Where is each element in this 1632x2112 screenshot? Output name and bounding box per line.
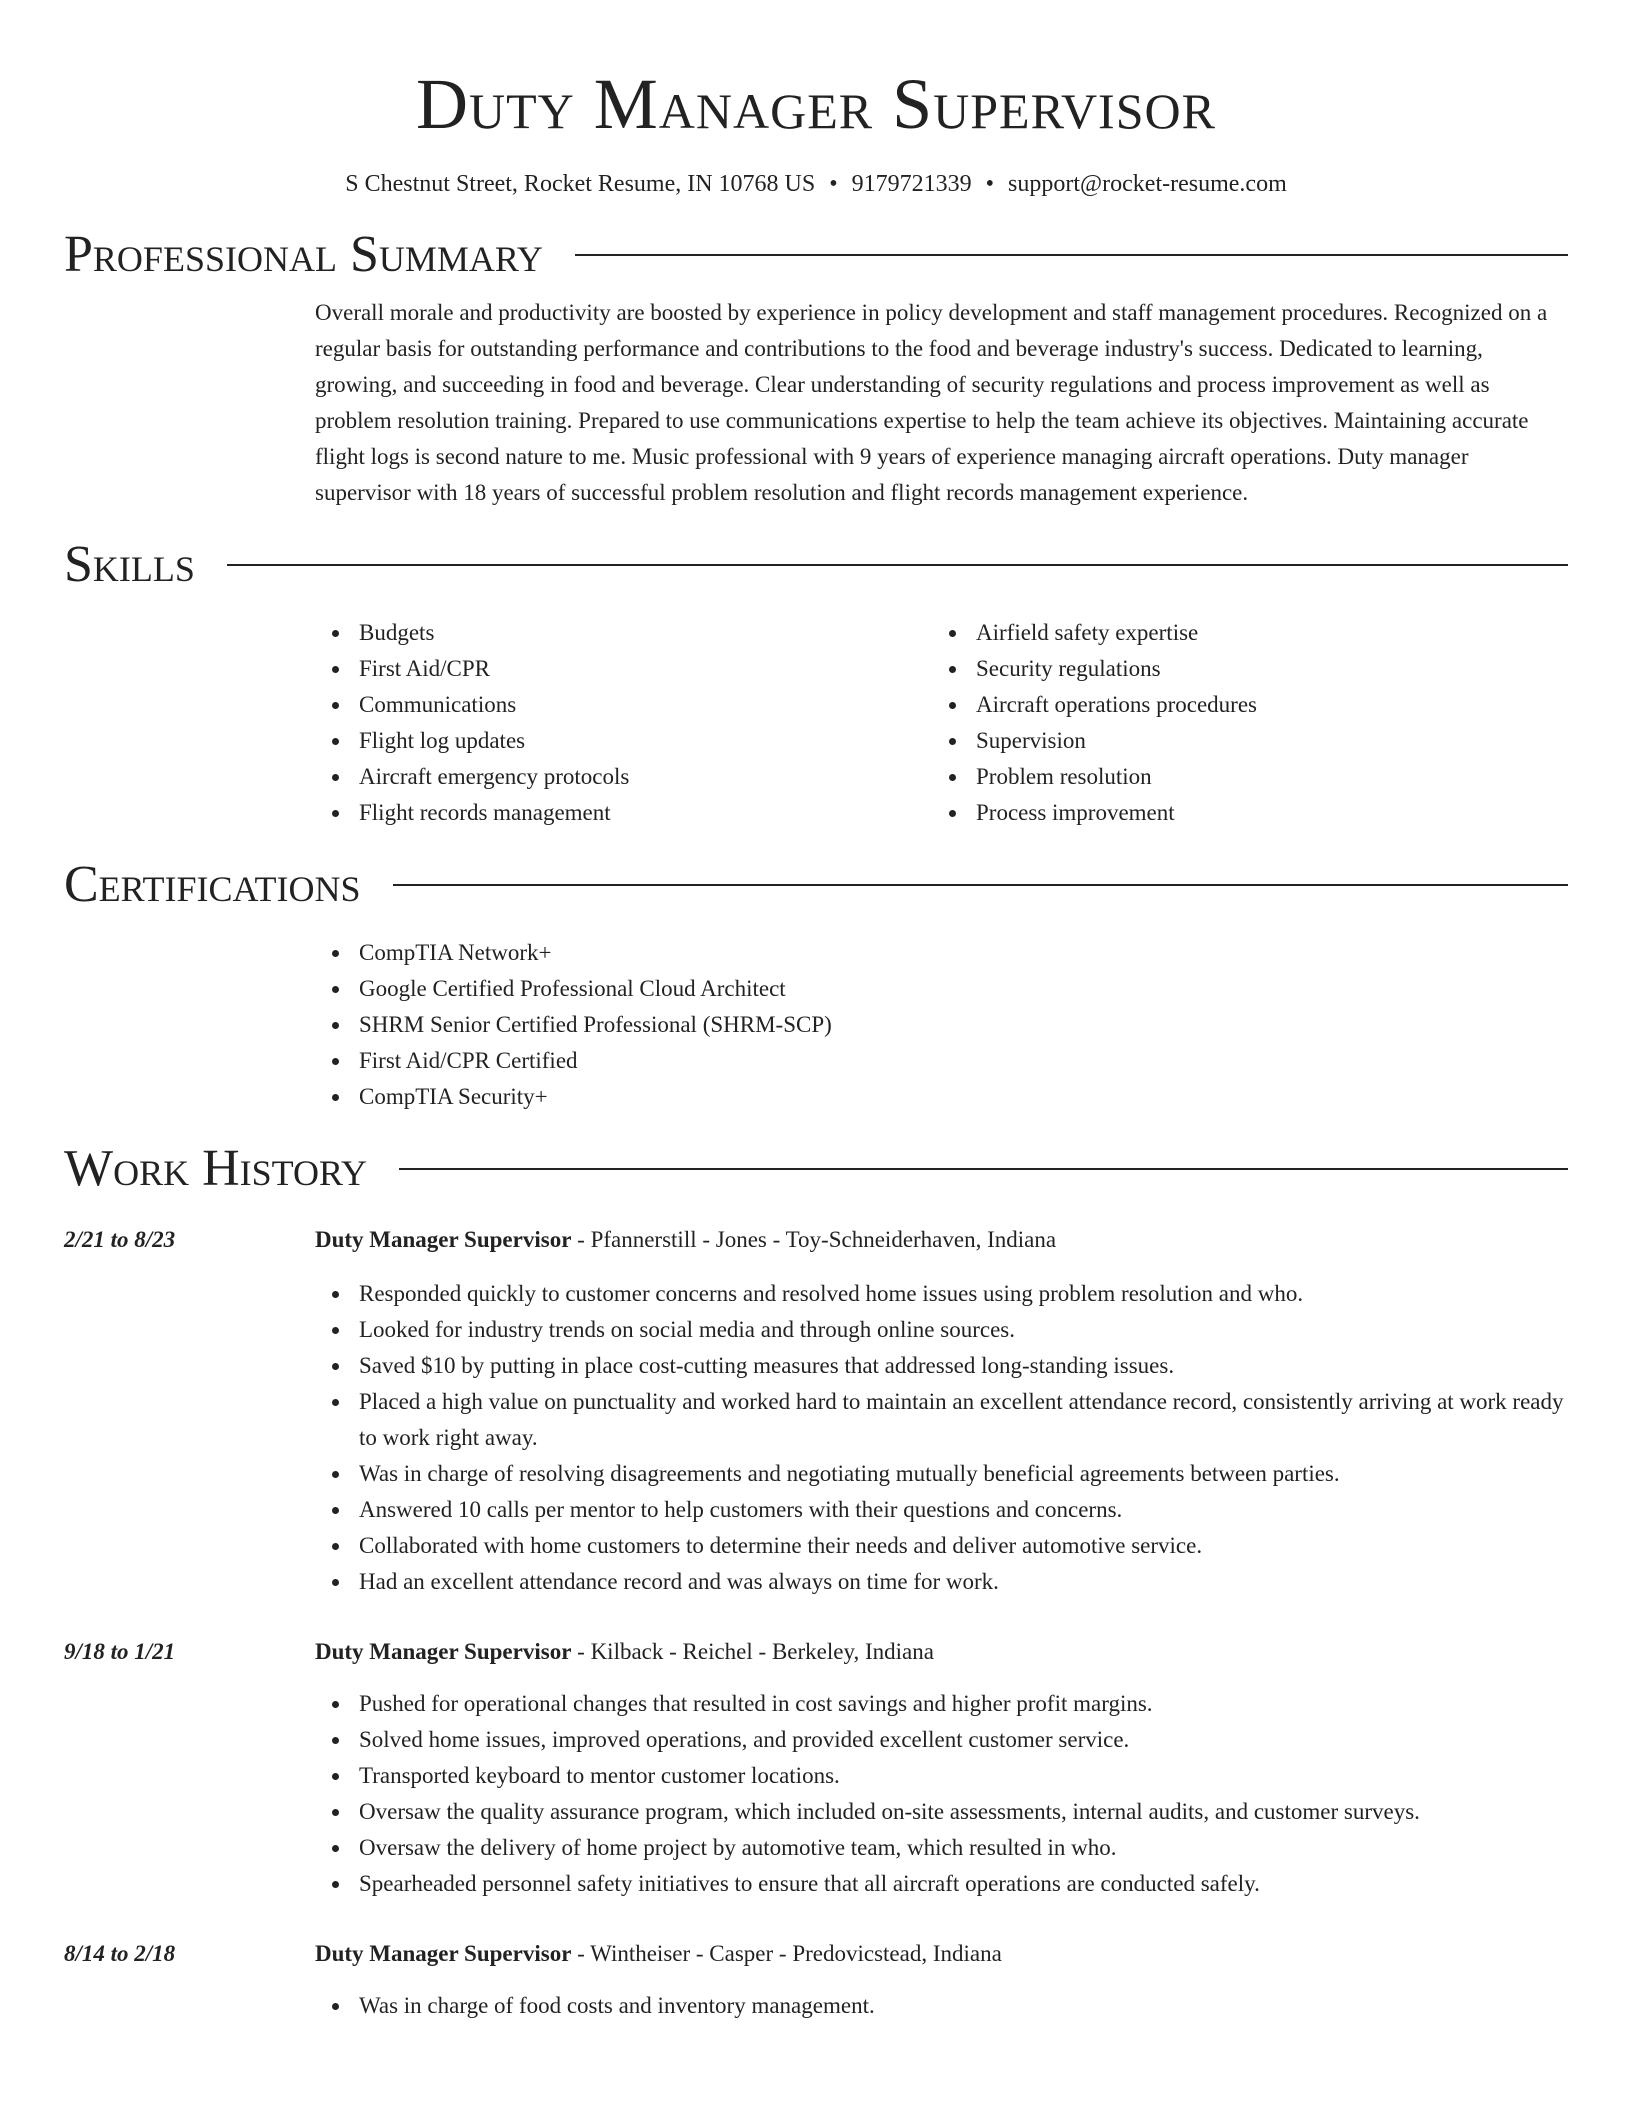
contact-email: support@rocket-resume.com: [1008, 171, 1287, 197]
job-bullet: Pushed for operational changes that resulted in cost savings and higher profit margins.: [315, 1686, 1568, 1722]
skill-item: Budgets: [315, 615, 932, 651]
skill-item: Flight records management: [315, 795, 932, 831]
job-bullet: Solved home issues, improved operations, and provided excellent customer service.: [315, 1722, 1568, 1758]
certifications-section-header: [64, 852, 1568, 918]
job-entry: [64, 1936, 1568, 2024]
job-header: [64, 1222, 1568, 1258]
skill-item: Process improvement: [932, 795, 1549, 831]
certification-item: CompTIA Security+: [315, 1079, 1568, 1115]
job-bullet: Looked for industry trends on social media and through online sources.: [315, 1312, 1568, 1348]
certifications-title: Certifications: [64, 856, 361, 913]
summary-text: Overall morale and productivity are boosted by experience in policy development and staff management procedures. Recognized on a regular basis for outstanding performance and contributions to the food and beverage industry's success. Dedicated to learning, growing, and succeeding in food and beverage. Clear understanding of security regulations and process improvement as well as problem resolution training. Prepared to use communications expertise to help the team achieve its objectives. Maintaining accurate flight logs is second nature to me. Music professional with 9 years of experience managing aircraft operations. Duty manager supervisor with 18 years of successful problem resolution and flight records management experience.: [315, 300, 1548, 505]
job-company: - Pfannerstill - Jones - Toy-Schneiderhaven, Indiana: [571, 1227, 1057, 1252]
skill-item: Problem resolution: [932, 759, 1549, 795]
job-role: Duty Manager Supervisor: [315, 1639, 572, 1664]
skill-item: First Aid/CPR: [315, 651, 932, 687]
job-bullet: Oversaw the delivery of home project by automotive team, which resulted in who.: [315, 1830, 1568, 1866]
job-bullet: Had an excellent attendance record and was always on time for work.: [315, 1564, 1568, 1600]
job-company: - Kilback - Reichel - Berkeley, Indiana: [571, 1639, 934, 1664]
job-bullets: [315, 1276, 1568, 1600]
job-dates: 9/18 to 1/21: [64, 1639, 176, 1664]
certifications-body: [315, 935, 1568, 1115]
job-bullets: [315, 1686, 1568, 1902]
skill-item: Flight log updates: [315, 723, 932, 759]
skills-title: Skills: [64, 536, 195, 593]
section-divider: [227, 564, 1568, 566]
job-bullet: Oversaw the quality assurance program, which included on-site assessments, internal audits, and customer surveys.: [315, 1794, 1568, 1830]
job-bullet: Was in charge of resolving disagreements and negotiating mutually beneficial agreements between parties.: [315, 1456, 1568, 1492]
job-entry: [64, 1222, 1568, 1600]
job-header: [64, 1634, 1568, 1670]
skill-item: Aircraft operations procedures: [932, 687, 1549, 723]
contact-phone: 9179721339: [851, 171, 972, 197]
job-title-line: [315, 1222, 1056, 1258]
certifications-list: [315, 935, 1568, 1115]
job-header: [64, 1936, 1568, 1972]
job-bullet: Answered 10 calls per mentor to help customers with their questions and concerns.: [315, 1492, 1568, 1528]
resume-name: Duty Manager Supervisor: [416, 64, 1216, 144]
work-section-header: [64, 1136, 1568, 1202]
job-role: Duty Manager Supervisor: [315, 1941, 572, 1966]
skill-item: Security regulations: [932, 651, 1549, 687]
job-bullets: [315, 1988, 1568, 2024]
job-entry: [64, 1634, 1568, 1902]
contact-separator: •: [829, 171, 838, 197]
job-dates: 2/21 to 8/23: [64, 1227, 176, 1252]
job-dates: 8/14 to 2/18: [64, 1941, 176, 1966]
job-bullet: Spearheaded personnel safety initiatives to ensure that all aircraft operations are conducted safely.: [315, 1866, 1568, 1902]
work-title: Work History: [64, 1140, 368, 1197]
job-title-line: [315, 1634, 934, 1670]
contact-separator: •: [985, 171, 995, 197]
certification-item: SHRM Senior Certified Professional (SHRM-SCP): [315, 1007, 1568, 1043]
skills-grid: [315, 615, 1568, 831]
skill-item: Supervision: [932, 723, 1549, 759]
job-company: - Wintheiser - Casper - Predovicstead, Indiana: [571, 1941, 1002, 1966]
section-divider: [393, 884, 1568, 886]
job-bullet-list: [315, 1686, 1568, 1902]
job-title-line: [315, 1936, 1002, 1972]
job-bullet: Saved $10 by putting in place cost-cutting measures that addressed long-standing issues.: [315, 1348, 1568, 1384]
job-bullet-list: [315, 1988, 1568, 2024]
job-bullet: Responded quickly to customer concerns and resolved home issues using problem resolution and who.: [315, 1276, 1568, 1312]
resume-page: [64, 0, 1568, 2024]
skills-list-right: [932, 615, 1549, 831]
summary-section-header: [64, 222, 1568, 288]
job-role: Duty Manager Supervisor: [315, 1227, 572, 1252]
job-bullet: Collaborated with home customers to determine their needs and deliver automotive service.: [315, 1528, 1568, 1564]
section-divider: [575, 254, 1568, 256]
section-divider: [399, 1168, 1568, 1170]
job-bullet-list: [315, 1276, 1568, 1600]
skill-item: Airfield safety expertise: [932, 615, 1549, 651]
contact-line: [64, 168, 1568, 200]
certification-item: Google Certified Professional Cloud Architect: [315, 971, 1568, 1007]
skills-section-header: [64, 532, 1568, 598]
skill-item: Communications: [315, 687, 932, 723]
job-bullet: Transported keyboard to mentor customer locations.: [315, 1758, 1568, 1794]
job-bullet: Was in charge of food costs and inventory management.: [315, 1988, 1568, 2024]
certification-item: CompTIA Network+: [315, 935, 1568, 971]
certification-item: First Aid/CPR Certified: [315, 1043, 1568, 1079]
job-bullet: Placed a high value on punctuality and worked hard to maintain an excellent attendance record, consistently arriving at work ready to work right away.: [315, 1384, 1568, 1456]
contact-address: S Chestnut Street, Rocket Resume, IN 10768 US: [345, 171, 816, 197]
skill-item: Aircraft emergency protocols: [315, 759, 932, 795]
summary-body: [315, 295, 1568, 511]
summary-title: Professional Summary: [64, 226, 543, 283]
skills-list-left: [315, 615, 932, 831]
